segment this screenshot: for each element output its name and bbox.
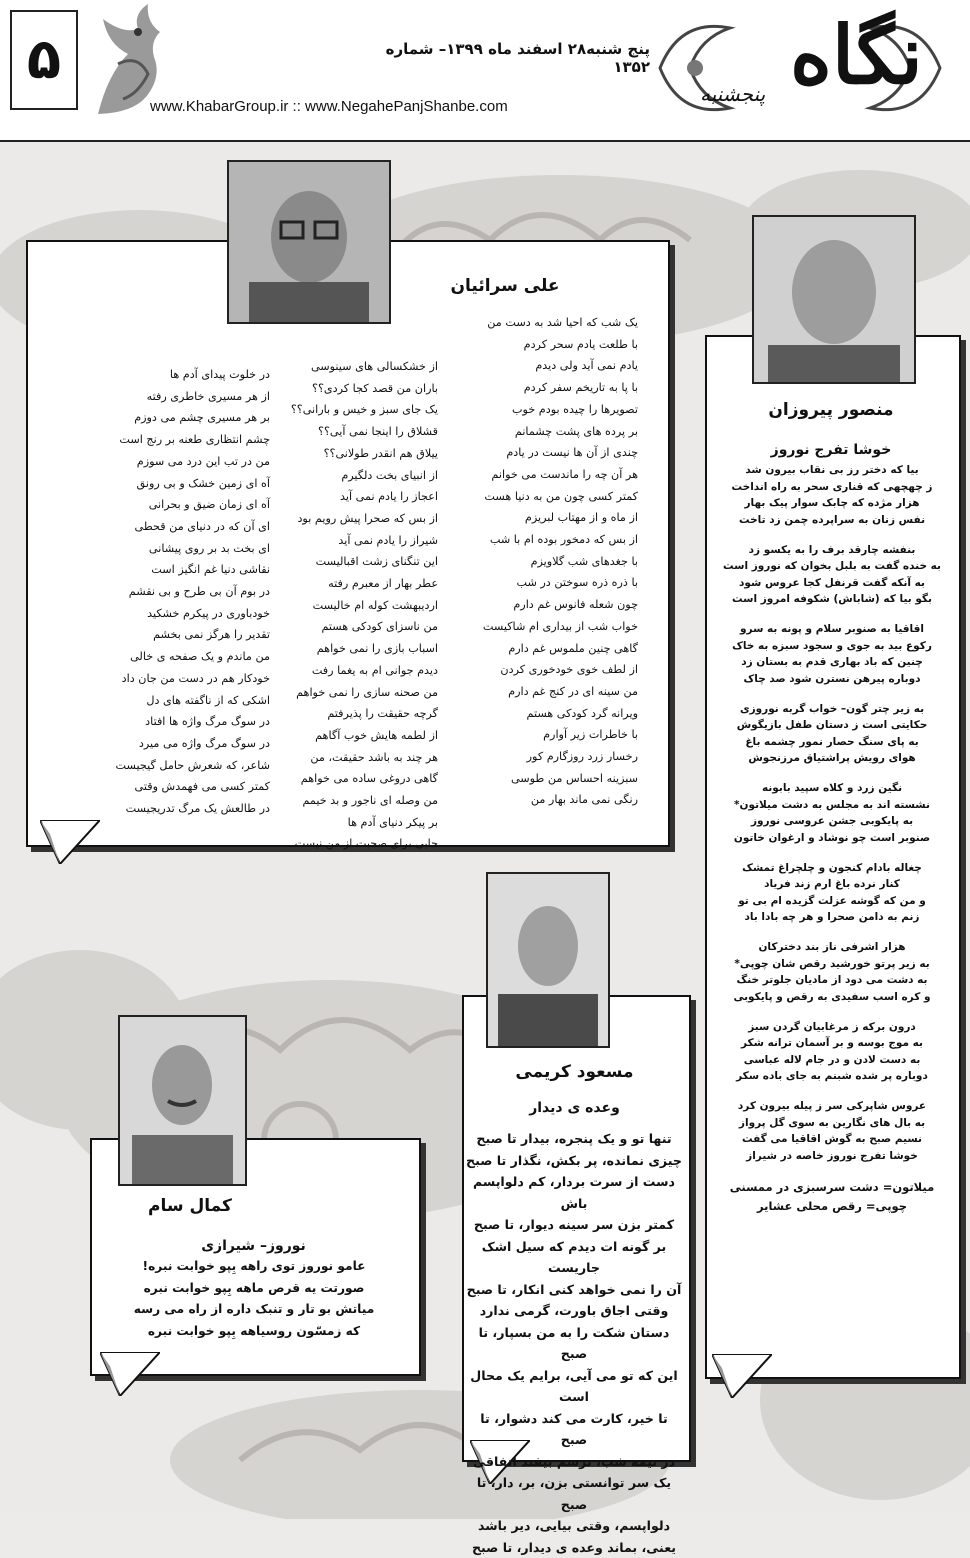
- stanza: بیا که دختر رز بی نقاب بیرون شد ز چهچهی که قناری سحر به راه انداخت هزار مژده که چابک سوار پیک بهار نفس زنان به سراپرده چمن زد تاخت: [731, 464, 933, 526]
- masthead-subtitle: پنجشنبه: [700, 82, 766, 106]
- ali-poem-col3: در خلوت پیدای آدم ها از هر مسیری خاطری رفته بر هر مسیری چشم می دوزم چشم انتظاری طعنه بر رنج است من در تب این درد می سوزم آه ای زمین خشک و بی رونق آه ای زمان ضیق و بحرانی ای آن که در دنیای من قحطی ای بخت بد بر روی پیشانی نقاشی دنیا غم انگیز است در بوم آن بی طرح و بی نقشم خودباوری در پیکرم خشکید تقدیر را هرگز نمی بخشم من ماندم و یک صفحه ی خالی خودکار هم در دست من جان داد اشکی که از ناگفته های دل در سوگ مرگ واژه ها افتاد در سوگ مرگ واژه می میرد شاعر، که شعرش حامل گیجیست کمتر کسی می فهمدش وقتی در طالعش یک مرگ تدریجیست: [115, 368, 270, 816]
- page-curl: [100, 1352, 160, 1396]
- page-curl: [40, 820, 100, 864]
- page-curl: [712, 1354, 772, 1398]
- stanza: بنفشه چارقد برف را به یکسو زد به خنده گفت به بلبل بخوان که نوروز است به آنکه گفت قرنفل کجا عروس شود بگو بیا که (شاباش) شکوفه امروز است: [723, 543, 941, 605]
- stanza: نگین زرد و کلاه سپید بابونه نشسته اند به مجلس به دشت میلاتون* به پایکوبی جشن عروسی نوروز صنوبر است چو نوشاد و ارغوان خاتون: [733, 782, 931, 844]
- mansour-poem-title: خوشا تفرج نوروز: [770, 442, 892, 458]
- page-header: [0, 0, 970, 142]
- stanza: عروس شاپرکی سر ز پیله بیرون کرد به بال های نگارین به سوی گل پرواز نسیم صبح به گوش اقاقیا می گفت خوشا تفرج نوروز خاصه در شیراز: [737, 1100, 927, 1162]
- stanza: چغاله بادام کنجون و چلچراغ تمشک کنار نرده باغ ارم زند فریاد و من که گوشه عزلت گزیده ام بی تو زنم به دامن صحرا و هر چه بادا باد: [738, 861, 926, 923]
- kamal-name: کمال سام: [148, 1196, 232, 1216]
- stanza: هزار اشرفی ناز بند دختر‌کان به زیر پرتو خورشید رقص شان چوپی* به دشت می دود از مادیان جلوتر خنگ و کره اسب سفیدی به رقص و پایکوبی: [733, 941, 931, 1003]
- kamal-poem: عامو نوروز توی راهه بِپو خوابت نبره! صورتت یه قرص ماهه بِپو خوابت نبره میاتش بو تار و تنبک داره از راه می رسه که زمسّون روسیاهه بِپو خوابت نبره: [133, 1259, 375, 1338]
- page-number: ۵: [10, 10, 78, 110]
- mansour-name: منصور پیروزان: [768, 400, 894, 420]
- masoud-name: مسعود کریمی: [515, 1062, 634, 1082]
- mansour-photo: [752, 215, 916, 384]
- ali-poem-col1: یک شب که احیا شد به دست من با طلعت یادم سحر کردم یادم نمی آید ولی دیدم با پا به تاریخم سفر کردم تصویرها را چیده بودم خوب بر پرده های پشت چشمانم چندی از آن ها نیست در یادم هر آن چه را ماندست می خوانم کمتر کسی چون من به دنیا هست از ماه و از مهتاب لبریزم از بس که دمخور بوده ام با شب با جغدهای شب گلاویزم با ذره ذره سوختن در شب چون شعله فانوس غم دارم خواب شب از بیداری ام شاکیست گاهی چنین ملموس غم دارم از لطف خوی خودخوری کردن من سینه ای در کنج غم دارم ویرانه گرد کودکی هستم با خاطرات زیر آوارم رخسار زرد روزگارم کور سبزینه احساس من طوسی رنگی نمی ماند بهار من: [482, 316, 638, 807]
- stanza: به زیر چتر گون– خواب گربه نوروزی حکایتی است ز دستان طفل بازیگوش به پای سنگ حصار نمور چشمه باغ هوای رویش پراشتیاق مرزنجوش: [736, 702, 928, 764]
- stanza: اقاقیا به صنوبر سلام و پونه به سرو رکوع بید به جوی و سجود سبزه به خاک چنین که باد بهاری قدم به بستان زد دوباره پیرهن نسترن شود صد چاک: [732, 623, 932, 685]
- kamal-photo: [118, 1015, 247, 1186]
- mansour-poem: [712, 462, 952, 1216]
- masoud-poem: تنها تو و یک پنجره، بیدار تا صبح چیزی نمانده، پر بکش، نگذار تا صبح دست از سرت بردار، کم دلواپسم باش کمتر بزن سر سینه دیوار، تا صبح بر گونه ات دیدم که سیل اشک جاریست آن را نمی خواهد کنی انکار، تا صبح وقتی اجاق باورت، گرمی ندارد دستان شکت را به من بسپار، تا صبح این که تو می آیی، برایم یک محال است تا خیر، کارت می کند دشوار، تا صبح در نیمه شب، ترسم بیفتد اتفاقی یک سر توانستی بزن، بر، دار، تا صبح دلواپسم، وقتی بیایی، دیر باشد یعنی، بماند وعده ی دیدار، تا صبح: [466, 1131, 682, 1555]
- footnote: میلاتون= دشت سرسبزی در ممسنی چوپی= رقص محلی عشایر: [729, 1179, 935, 1213]
- masoud-poem-title: وعده ی دیدار: [529, 1100, 620, 1116]
- ali-name: علی سرائیان: [450, 276, 560, 296]
- stanza: درون برکه ز مرغابیان گردن سبز به موج بوسه و بر آسمان ترانه شکر به دست لادن و در جام لاله عباسی دوباره پر شده شبنم به جای باده سکر: [736, 1020, 928, 1082]
- ali-photo: [227, 160, 391, 324]
- kamal-poem-title: نوروز– شیرازی: [201, 1238, 306, 1254]
- website-urls[interactable]: www.KhabarGroup.ir :: www.NegahePanjShanbe.com: [150, 98, 508, 115]
- masoud-photo: [486, 872, 610, 1048]
- masthead-logo: نگاه: [790, 8, 923, 102]
- ali-poem-col2: از خشکسالی های سینوسی باران من قصد کجا کردی؟؟ یک جای سبز و خیس و بارانی؟؟ قشلاق را اینجا نمی آیی؟؟ ییلاق هم انقدر طولانی؟؟ از انبیای بخت دلگیرم اعجاز را یادم نمی آید از بس که صحرا پیش رویم بود شیراز را یادم نمی آید این تنگنای زشت اقبالیست عطر بهار از معبرم رفته اردیبهشت کوله ام خالیست من ناسزای کودکی هستم اسباب بازی را نمی خواهم دیدم جوانی ام به یغما رفت من صحنه سازی را نمی خواهم گرچه حقیقت را پذیرفتم از لطمه هایش خوب آگاهم هر چند به باشد حقیقت، من گاهی دروغی ساده می خواهم من وصله ای ناجور و بد خیمم بر پیکر دنیای آدم ها جایی برای صحبت از من نیست: [290, 360, 438, 851]
- issue-dateline: پنج شنبه۲۸ اسفند ماه ۱۳۹۹– شماره ۱۳۵۲: [385, 40, 650, 76]
